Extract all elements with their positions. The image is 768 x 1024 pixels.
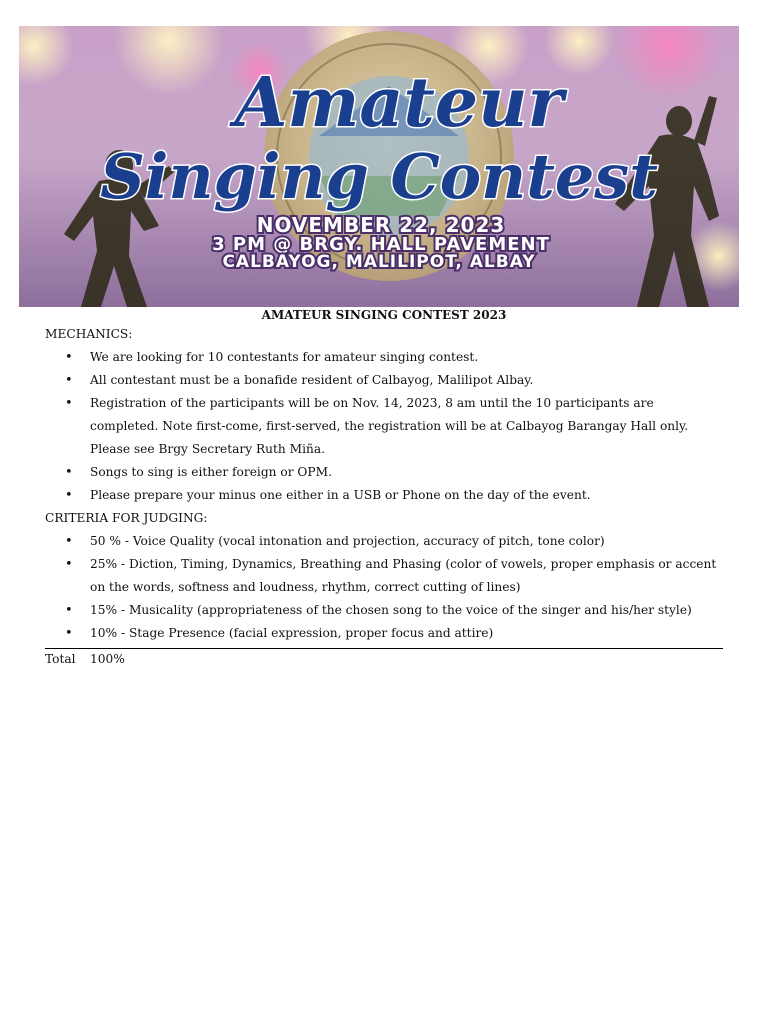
list-item: • Songs to sing is either foreign or OPM. bbox=[45, 461, 723, 484]
mechanics-list bbox=[45, 346, 723, 507]
document-body bbox=[45, 307, 723, 669]
list-item: • All contestant must be a bonafide resident of Calbayog, Malilipot Albay. bbox=[45, 369, 723, 392]
total-row bbox=[45, 648, 723, 669]
criteria-list bbox=[45, 530, 723, 645]
list-item: • 50 % - Voice Quality (vocal intonation and projection, accuracy of pitch, tone color) bbox=[45, 530, 723, 553]
banner-time-place: 3 PM @ BRGY. HALL PAVEMENT bbox=[212, 234, 550, 255]
list-item: • Please prepare your minus one either in a USB or Phone on the day of the event. bbox=[45, 484, 723, 507]
event-banner bbox=[19, 26, 739, 307]
banner-title-line2: Singing Contest bbox=[100, 140, 658, 213]
total-label: Total bbox=[45, 652, 76, 666]
list-item: • Registration of the participants will be on Nov. 14, 2023, 8 am until the 10 participants are completed. Note first-come, first-served, the registration will be at Calbayog Barangay Hall only. Please see Brgy Secretary Ruth Miña. bbox=[45, 392, 723, 461]
list-item: • 25% - Diction, Timing, Dynamics, Breathing and Phasing (color of vowels, proper emphasis or accent on the words, softness and loudness, rhythm, correct cutting of lines) bbox=[45, 553, 723, 599]
mechanics-heading: MECHANICS: bbox=[45, 327, 133, 341]
list-item: • 10% - Stage Presence (facial expression, proper focus and attire) bbox=[45, 622, 723, 645]
list-item: • 15% - Musicality (appropriateness of the chosen song to the voice of the singer and his/her style) bbox=[45, 599, 723, 622]
banner-location: CALBAYOG, MALILIPOT, ALBAY bbox=[222, 252, 536, 272]
criteria-heading: CRITERIA FOR JUDGING: bbox=[45, 511, 208, 525]
banner-date: NOVEMBER 22, 2023 bbox=[256, 213, 506, 237]
document-title: AMATEUR SINGING CONTEST 2023 bbox=[261, 308, 507, 322]
total-value: 100% bbox=[90, 652, 125, 666]
banner-title-line1: Amateur bbox=[234, 63, 564, 143]
list-item: • We are looking for 10 contestants for amateur singing contest. bbox=[45, 346, 723, 369]
